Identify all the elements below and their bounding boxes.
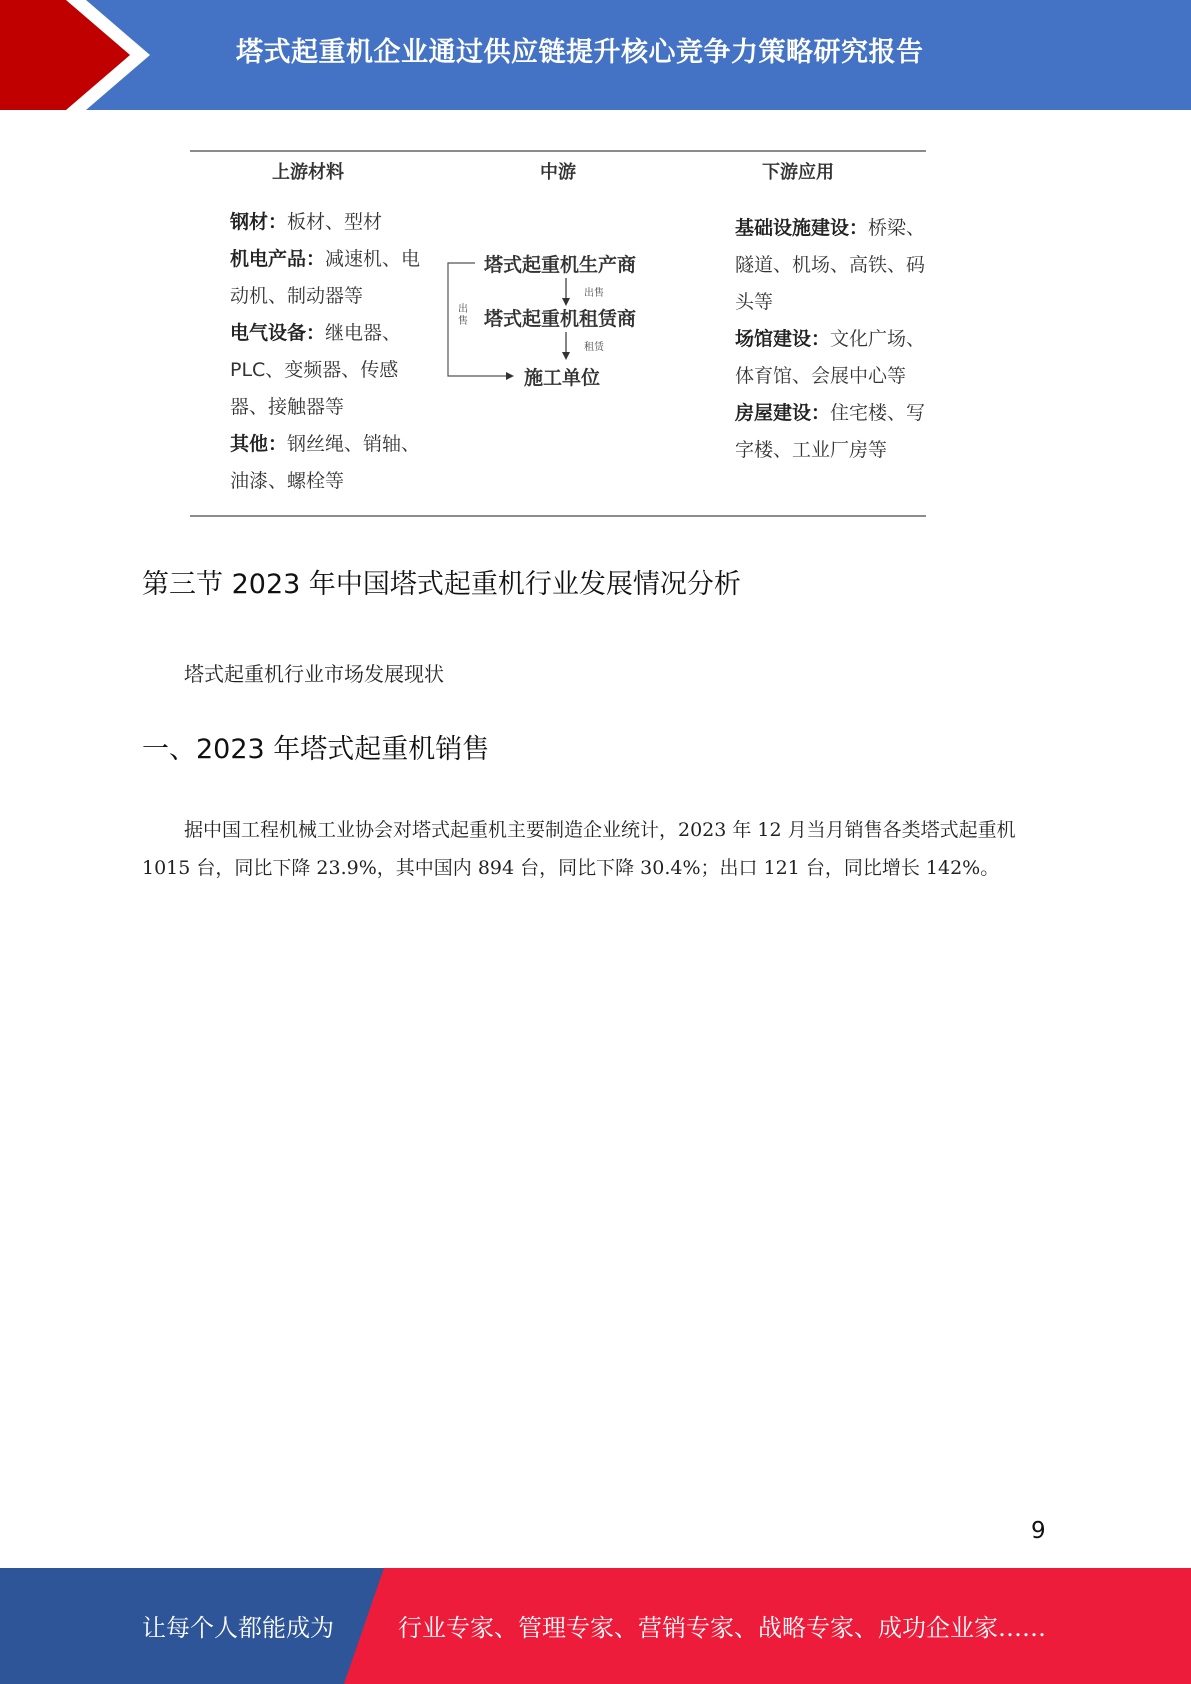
upstream-item: 其他：钢丝绳、销轴、油漆、螺栓等: [230, 433, 421, 492]
page-header: [0, 0, 1191, 110]
user-node: 施工单位: [524, 367, 601, 389]
footer-slogan-right: 行业专家、管理专家、营销专家、战略专家、成功企业家……: [398, 1614, 1046, 1642]
downstream-list: [735, 210, 935, 469]
downstream-item: 场馆建设：文化广场、体育馆、会展中心等: [735, 328, 926, 387]
page-footer: [0, 1568, 1191, 1684]
body-paragraph: 据中国工程机械工业协会对塔式起重机主要制造企业统计，2023 年 12 月当月销售各类塔式起重机 1015 台，同比下降 23.9%，其中国内 894 台，同比下降 30.4%；出口 121 台，同比增长 142%。: [142, 819, 1016, 879]
downstream-item: 基础设施建设：桥梁、隧道、机场、高铁、码头等: [735, 217, 926, 313]
upstream-item: 钢材：板材、型材: [230, 211, 383, 233]
midstream-heading: 中游: [540, 162, 576, 183]
upstream-item: 电气设备：继电器、PLC、变频器、传感器、接触器等: [230, 322, 402, 418]
heading-sales: 一、2023 年塔式起重机销售: [142, 734, 490, 765]
downstream-heading: 下游应用: [762, 162, 834, 183]
header-title: 塔式起重机企业通过供应链提升核心竞争力策略研究报告: [236, 37, 924, 68]
footer-slogan-left: 让每个人都能成为: [142, 1614, 334, 1642]
side-sell-label: 出售: [458, 304, 468, 327]
header-arrow-graphic: [0, 0, 160, 110]
supply-chain-diagram: [190, 148, 930, 520]
downstream-item: 房屋建设：住宅楼、写字楼、工业厂房等: [735, 402, 926, 461]
section-subtitle: 塔式起重机行业市场发展现状: [184, 662, 444, 686]
producer-node: 塔式起重机生产商: [484, 254, 637, 276]
page-number: 9: [1031, 1518, 1046, 1544]
section-title: 第三节 2023 年中国塔式起重机行业发展情况分析: [142, 569, 741, 600]
upstream-item: 机电产品：减速机、电动机、制动器等: [230, 248, 421, 307]
upstream-heading: 上游材料: [272, 162, 344, 183]
rent-label: 租赁: [584, 342, 604, 353]
sell-label: 出售: [584, 288, 604, 299]
lessor-node: 塔式起重机租赁商: [484, 308, 637, 330]
